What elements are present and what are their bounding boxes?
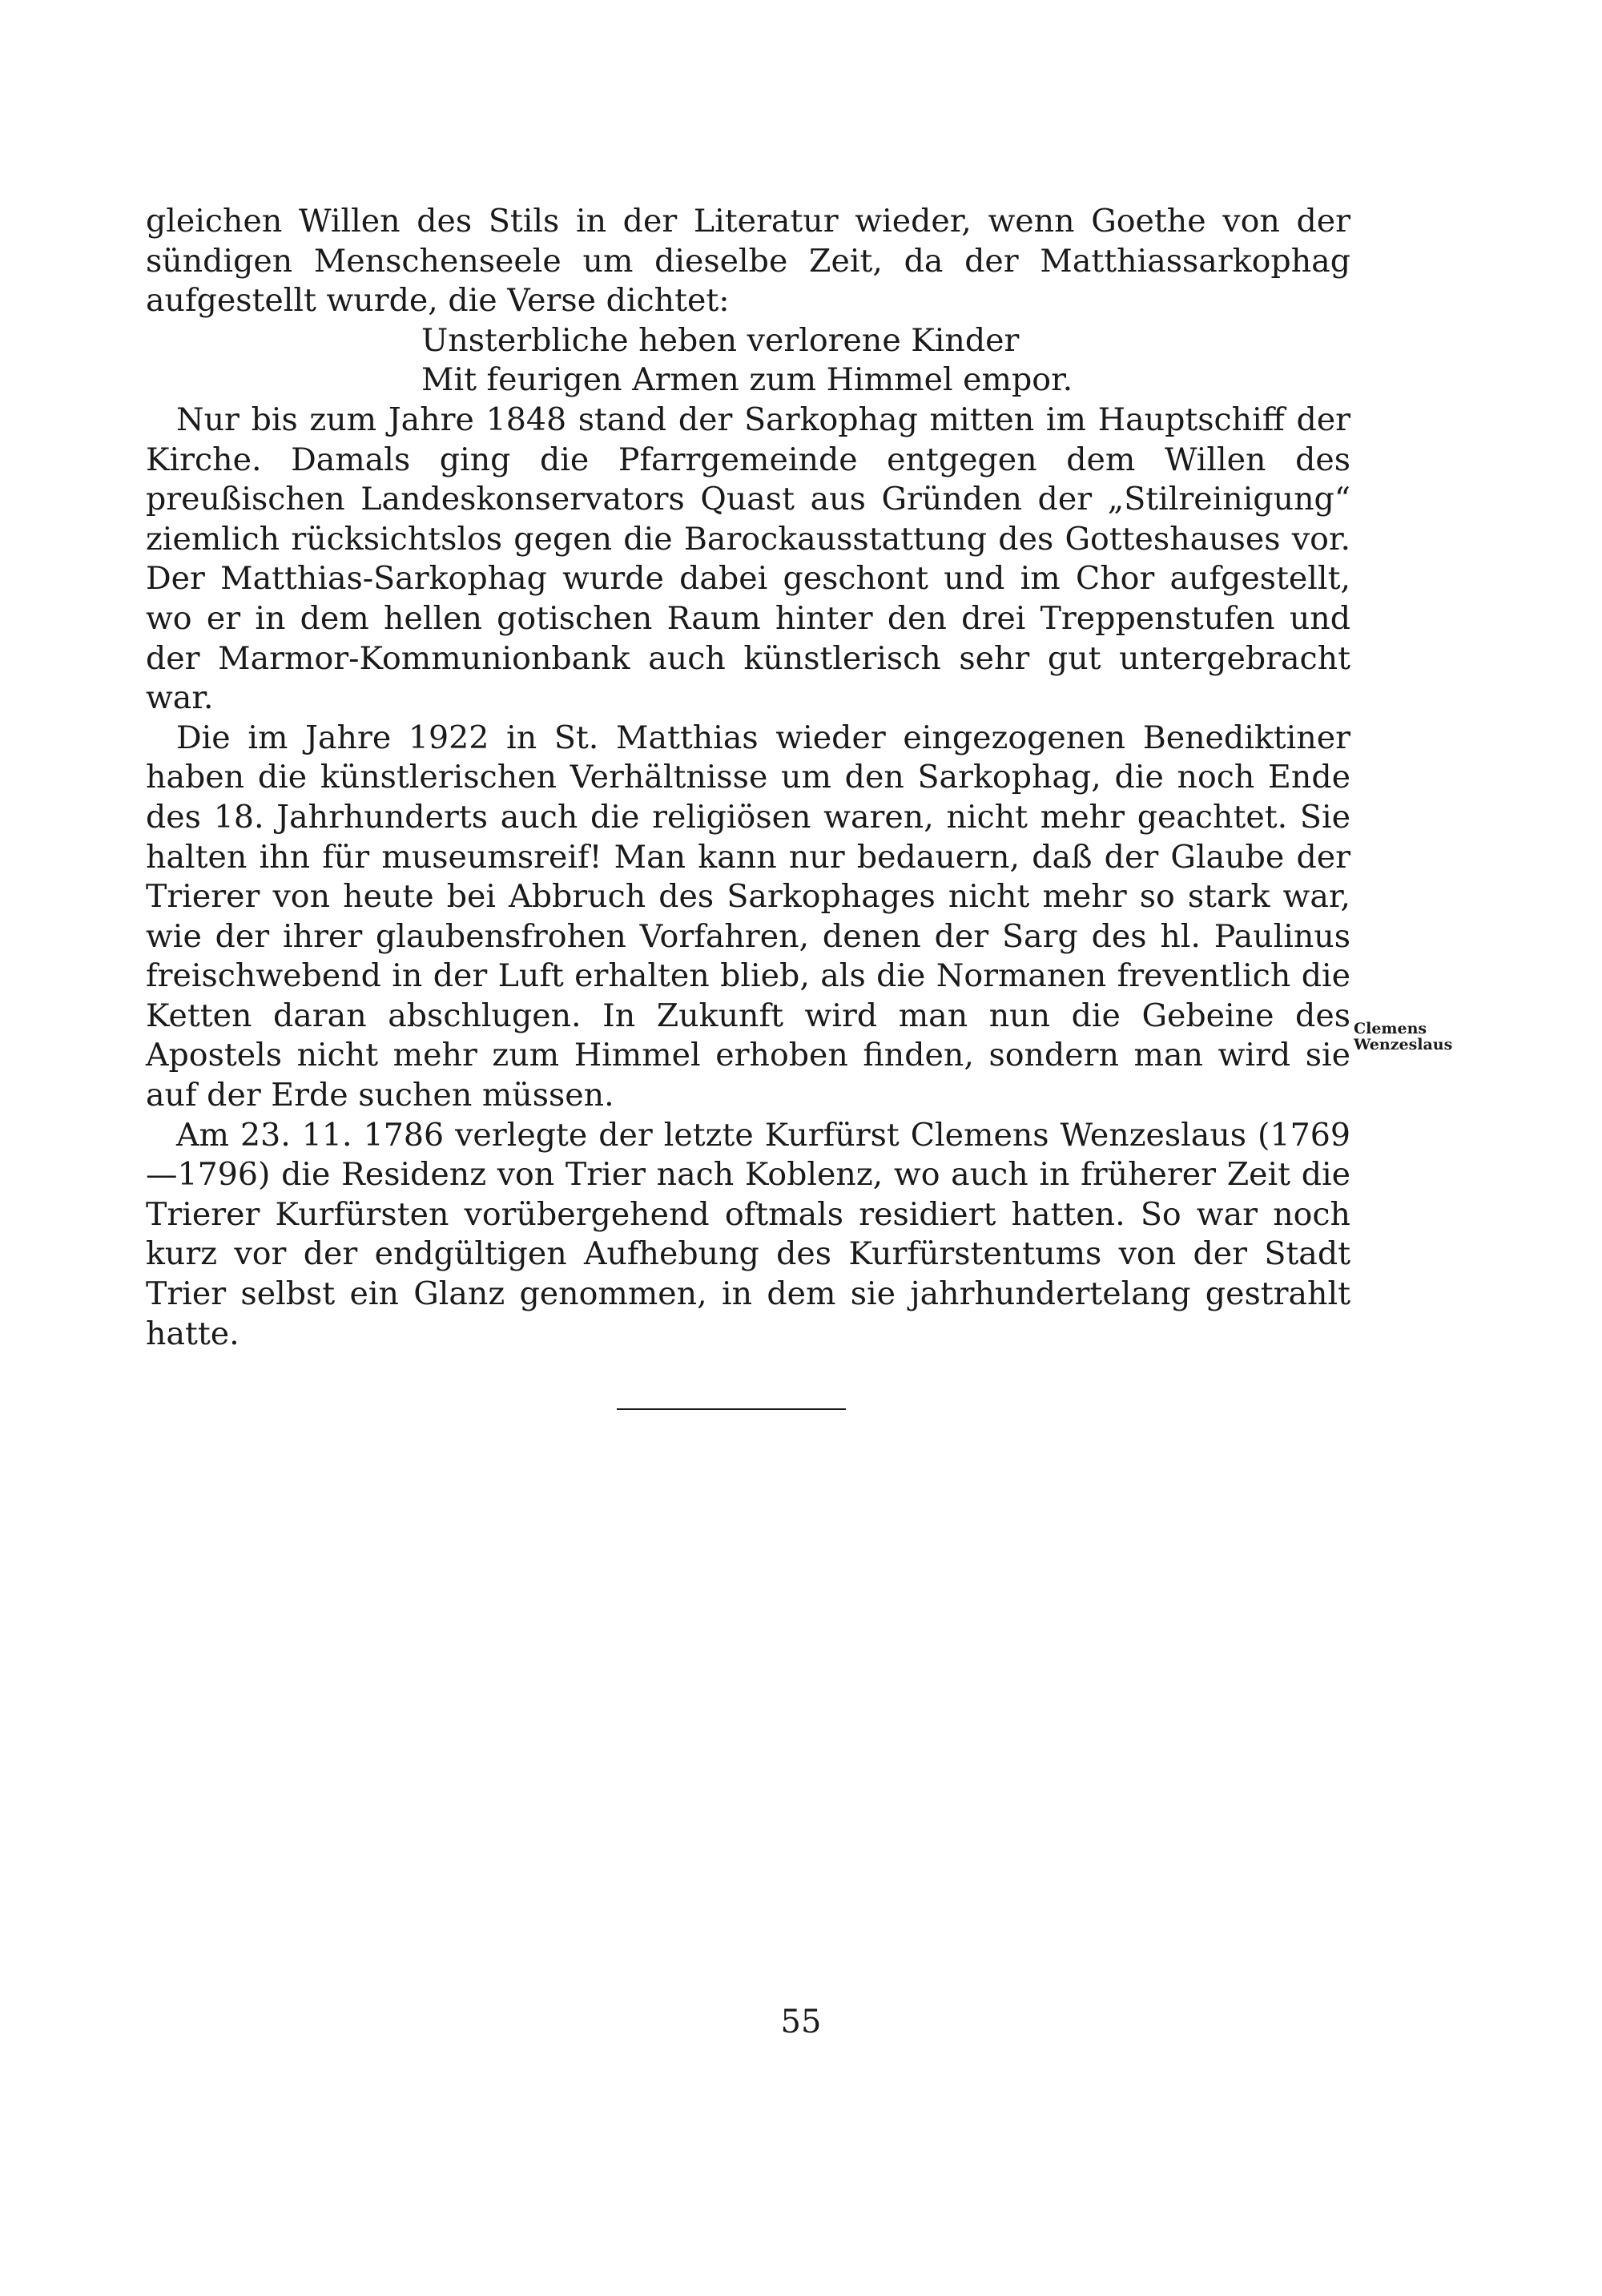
section-divider <box>617 1408 846 1410</box>
margin-note <box>1354 1021 1474 1053</box>
margin-note-line-2: Wenzeslaus <box>1354 1036 1453 1053</box>
verse-line-1: Unsterbliche heben verlorene Kinder <box>421 321 1020 359</box>
margin-note-line-1: Clemens <box>1354 1020 1427 1037</box>
paragraph-intro: gleichen Willen des Stils in der Literatur wieder, wenn Goethe von der sündigen Menschenseele um dieselbe Zeit, da der Matthiassarkophag aufgestellt wurde, die Verse dichtet: <box>146 203 1350 320</box>
verse-line-2: Mit feurigen Armen zum Himmel empor. <box>421 361 1073 399</box>
paragraph-sarkophag-1848: Nur bis zum Jahre 1848 stand der Sarkophag mitten im Hauptschiff der Kirche. Damals ging die Pfarrgemeinde entgegen dem Willen des preußischen Landeskonservators Quast aus Gründen der „Stilreinigung“ ziemlich rücksichtslos gegen die Barockausstattung des Gotteshauses vor. Der Matthias-Sarkophag wurde dabei geschont und im Chor aufgestellt, wo er in dem hellen gotischen Raum hinter den drei Treppenstufen und der Marmor-Kommunionbank auch künstlerisch sehr gut untergebracht war. <box>146 401 1350 717</box>
main-text <box>146 202 1350 1354</box>
paragraph-benediktiner-1922: Die im Jahre 1922 in St. Matthias wieder eingezogenen Benediktiner haben die künstlerischen Verhältnisse um den Sarkophag, die noch Ende des 18. Jahrhunderts auch die religiösen waren, nicht mehr geachtet. Sie halten ihn für museumsreif! Man kann nur bedauern, daß der Glaube der Trierer von heute bei Abbruch des Sarkophages nicht mehr so stark war, wie der ihrer glaubensfrohen Vorfahren, denen der Sarg des hl. Paulinus freischwebend in der Luft erhalten blieb, als die Normanen freventlich die Ketten daran abschlugen. In Zukunft wird man nun die Gebeine des Apostels nicht mehr zum Himmel erhoben finden, sondern man wird sie auf der Erde suchen müssen. <box>146 719 1350 1114</box>
page-number: 55 <box>780 2004 822 2040</box>
paragraph-clemens-wenzeslaus: Am 23. 11. 1786 verlegte der letzte Kurfürst Clemens Wenzeslaus (1769—1796) die Residenz von Trier nach Koblenz, wo auch in früherer Zeit die Trierer Kurfürsten vorübergehend oftmals residiert hatten. So war noch kurz vor der endgültigen Aufhebung des Kurfürstentums von der Stadt Trier selbst ein Glanz genommen, in dem sie jahrhundertelang gestrahlt hatte. <box>146 1116 1350 1352</box>
verse-quote <box>146 321 1350 401</box>
